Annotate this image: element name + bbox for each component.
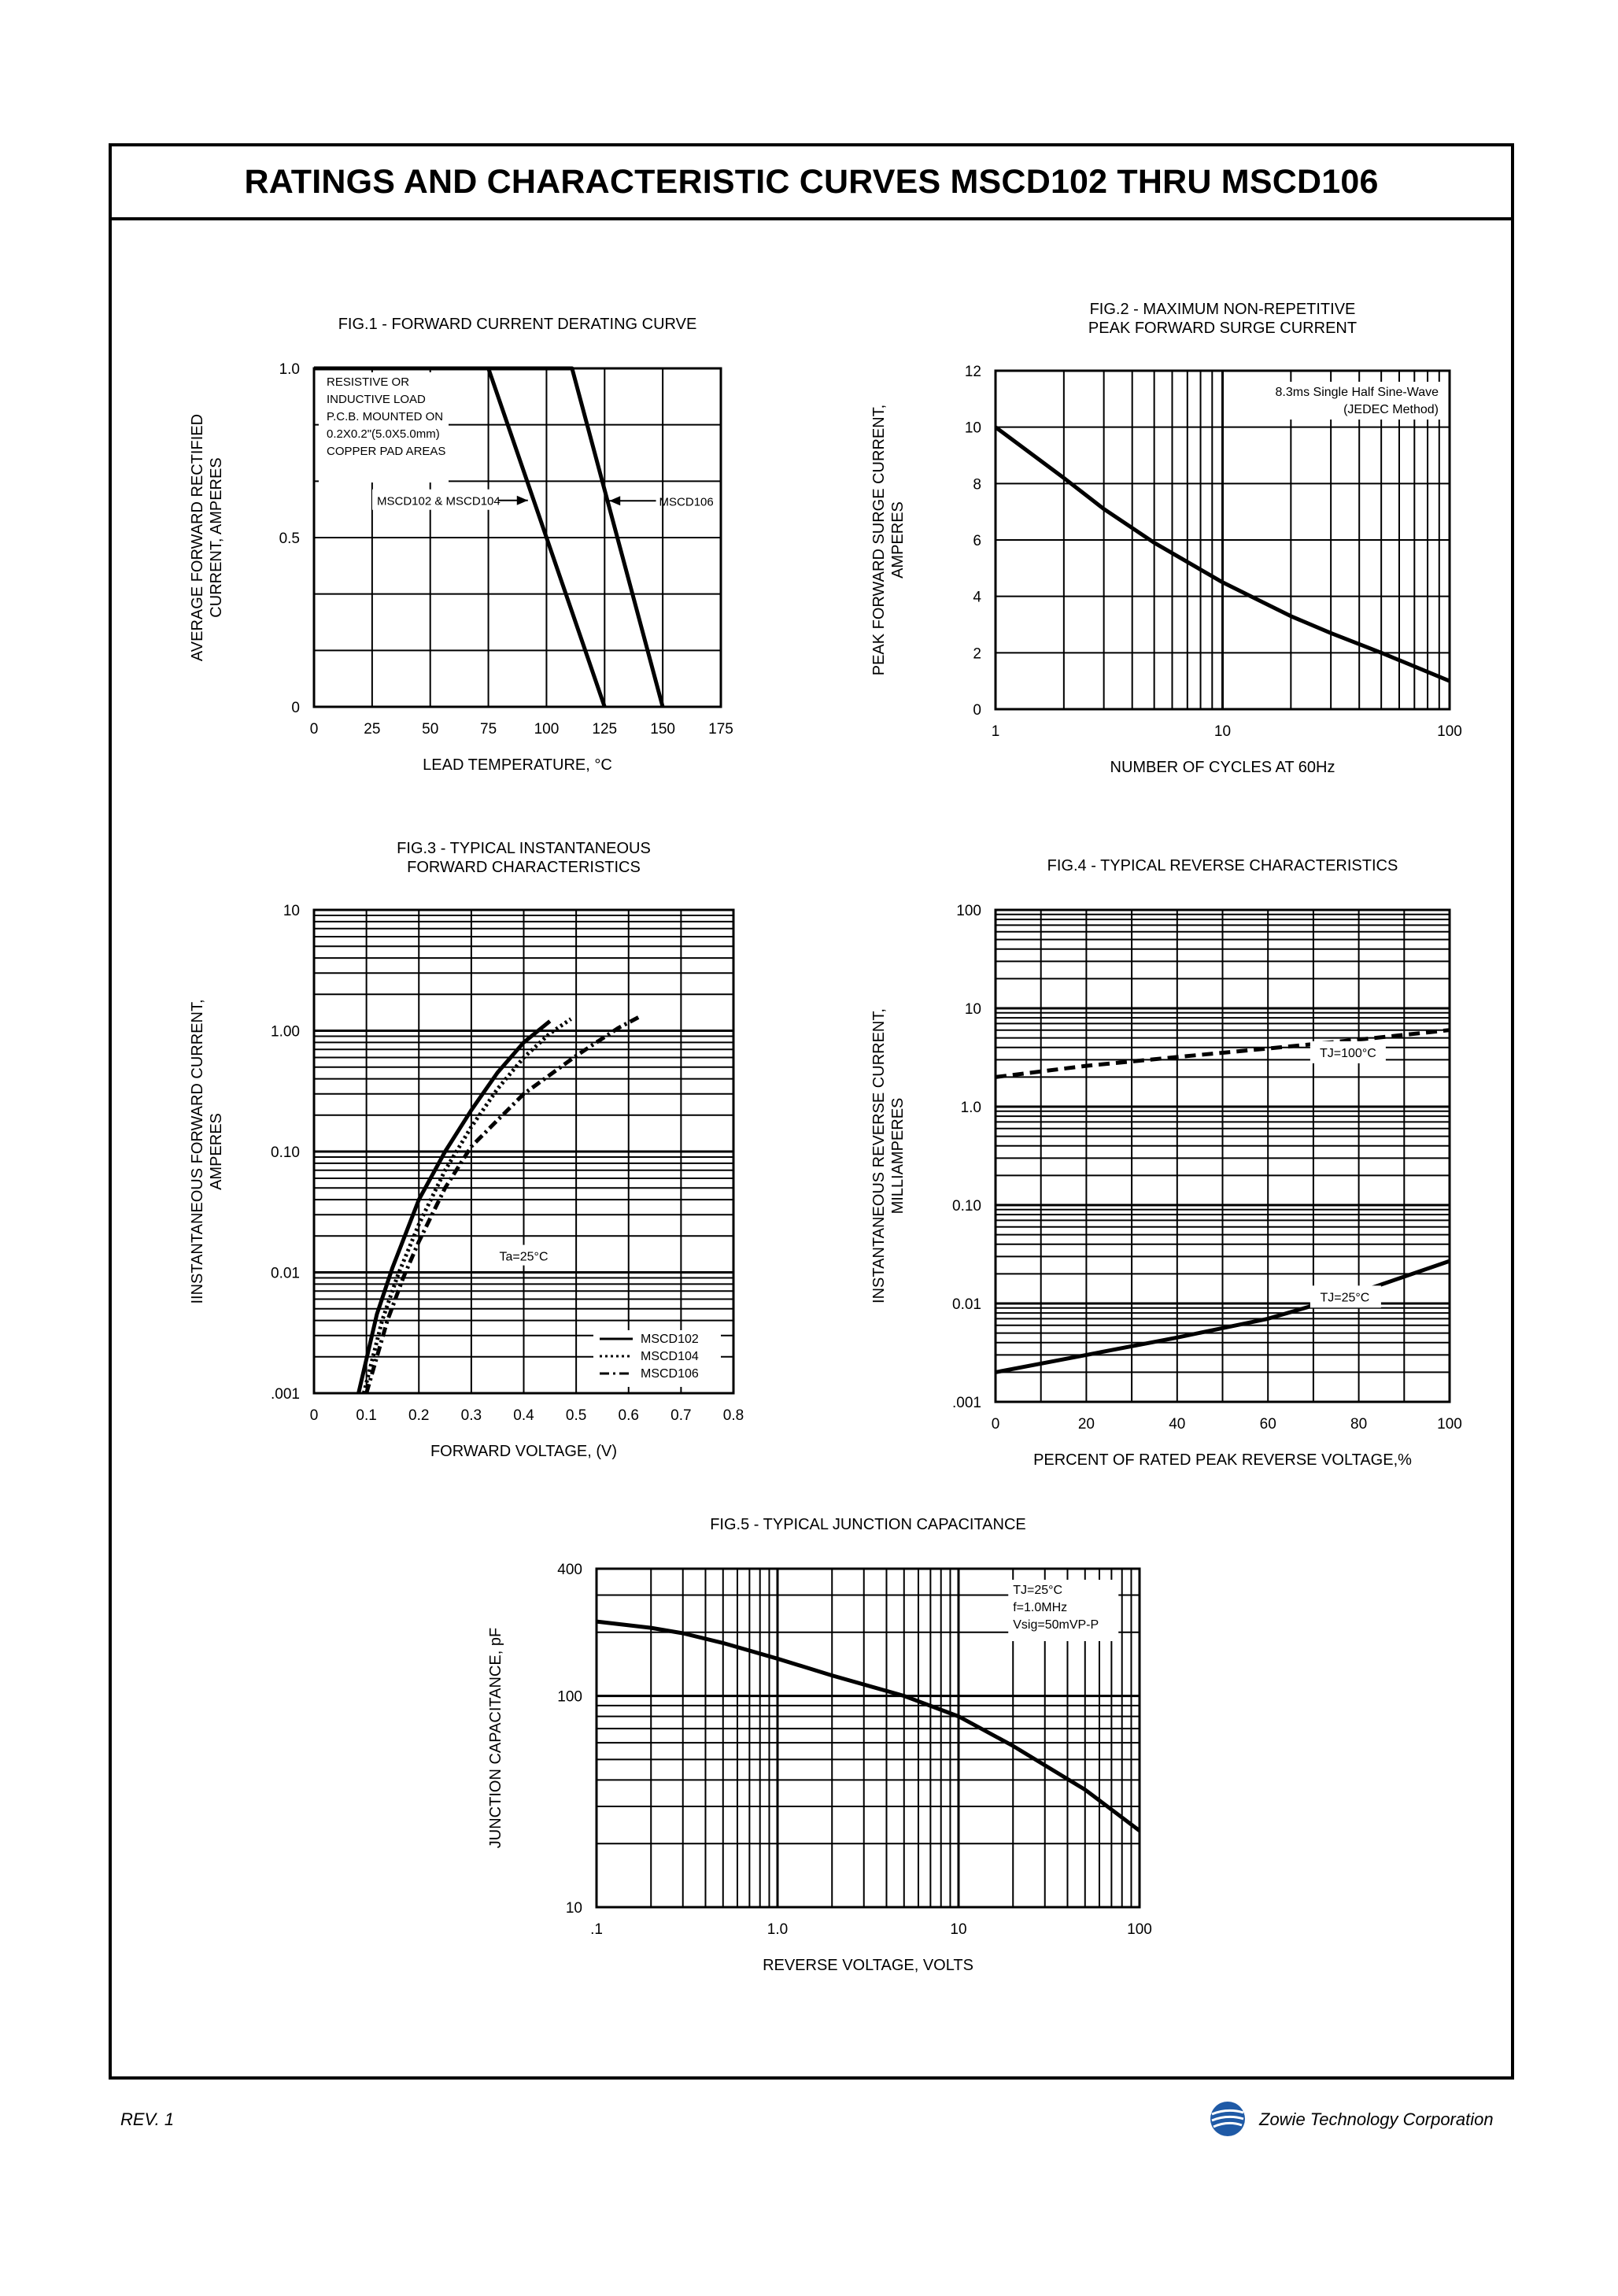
fig3-xtick-label: 0.7 (670, 1407, 692, 1424)
fig3-xtick-label: 0 (309, 1407, 319, 1424)
fig2-ytick-label: 2 (973, 645, 981, 663)
fig1-xtick-label: 125 (592, 721, 618, 738)
fig3-xtick-label: 0.6 (618, 1407, 639, 1424)
fig5-note-line: TJ=25°C (1013, 1584, 1063, 1597)
fig3-ylabel-line: AMPERES (208, 1113, 225, 1190)
fig4-ytick-label: 0.01 (952, 1296, 981, 1313)
zowie-logo-icon (1209, 2100, 1247, 2138)
fig4-ytick-label: .001 (952, 1395, 981, 1411)
fig3-ytick-label: 0.10 (271, 1144, 300, 1161)
fig2-title-line: PEAK FORWARD SURGE CURRENT (1088, 320, 1358, 337)
fig4-chart (870, 857, 1462, 1469)
fig3-chart (189, 840, 744, 1460)
fig1-xtick-label: 0 (309, 721, 319, 738)
fig1-note-line: RESISTIVE OR (327, 375, 410, 389)
fig2-xtick-label: 10 (1214, 723, 1232, 740)
fig3-xlabel: FORWARD VOLTAGE, (V) (430, 1443, 618, 1460)
fig3-ytick-label: 1.00 (271, 1023, 300, 1041)
fig1-xtick-label: 25 (364, 721, 381, 738)
fig1-note-line: 0.2X0.2"(5.0X5.0mm) (327, 427, 440, 441)
fig4-series-2-label: TJ=25°C (1320, 1291, 1370, 1305)
fig4-xtick-label: 100 (1437, 1416, 1462, 1433)
fig1-xtick-label: 100 (534, 721, 560, 738)
fig1-ylabel-line: AVERAGE FORWARD RECTIFIED (189, 413, 206, 662)
fig1-series-2-label: MSCD106 (659, 495, 714, 509)
fig2-ytick-label: 0 (973, 702, 981, 719)
fig2-note-line: 8.3ms Single Half Sine-Wave (1275, 386, 1439, 399)
fig1-ylabel-line: CURRENT, AMPERES (208, 457, 225, 618)
fig2-xtick-label: 1 (991, 723, 1000, 740)
fig1-note-line: INDUCTIVE LOAD (327, 393, 426, 406)
fig4-ytick-label: 1.0 (960, 1100, 981, 1116)
fig4-xtick-label: 60 (1259, 1416, 1276, 1433)
fig1-xtick-label: 50 (422, 721, 439, 738)
fig4-ytick-label: 0.10 (952, 1198, 981, 1215)
fig5-note-line: f=1.0MHz (1013, 1601, 1068, 1614)
fig3-ytick-label: 0.01 (271, 1265, 300, 1282)
fig3-ytick-label: 10 (283, 903, 300, 919)
fig4-ylabel-line: INSTANTANEOUS REVERSE CURRENT, (870, 1008, 888, 1303)
revision-label: REV. 1 (120, 2109, 175, 2129)
fig1-ytick-label: 0.5 (279, 531, 300, 547)
fig1-note-line: P.C.B. MOUNTED ON (327, 410, 444, 423)
fig1-xtick-label: 175 (708, 721, 733, 738)
fig4-ytick-label: 10 (964, 1001, 981, 1018)
fig5-title: FIG.5 - TYPICAL JUNCTION CAPACITANCE (710, 1516, 1026, 1533)
fig1-xtick-label: 150 (650, 721, 675, 738)
fig5-ytick-label: 10 (565, 1900, 582, 1917)
fig5-ytick-label: 400 (557, 1562, 582, 1578)
fig5-ylabel-line: JUNCTION CAPACITANCE, pF (487, 1627, 504, 1849)
fig4-ytick-label: 100 (956, 903, 981, 919)
fig3-xtick-label: 0.2 (408, 1407, 430, 1424)
fig5-chart (487, 1516, 1152, 1974)
fig4-xtick-label: 20 (1077, 1416, 1095, 1433)
fig5-xtick-label: .1 (590, 1921, 603, 1938)
fig3-title-line: FORWARD CHARACTERISTICS (407, 859, 641, 876)
fig3-xtick-label: 0.1 (356, 1407, 377, 1424)
fig3-xtick-label: 0.3 (460, 1407, 482, 1424)
page-title: RATINGS AND CHARACTERISTIC CURVES MSCD102 THRU MSCD106 (244, 162, 1379, 201)
fig5-note-line: Vsig=50mVP-P (1013, 1618, 1099, 1632)
fig5-ytick-label: 100 (557, 1688, 582, 1706)
fig1-xtick-label: 75 (480, 721, 497, 738)
fig2-ytick-label: 10 (964, 420, 981, 437)
fig4-ylabel-line: MILLIAMPERES (889, 1097, 907, 1215)
fig1-series-1-label: MSCD102 & MSCD104 (377, 494, 501, 508)
fig3-ytick-label: .001 (271, 1386, 300, 1403)
fig2-xlabel: NUMBER OF CYCLES AT 60Hz (1110, 759, 1335, 776)
fig4-xlabel: PERCENT OF RATED PEAK REVERSE VOLTAGE,% (1033, 1451, 1412, 1469)
fig1-ytick-label: 0 (291, 700, 300, 716)
fig3-ylabel-line: IINSTANTANEOUS FORWARD CURRENT, (189, 999, 206, 1304)
fig1-ytick-label: 1.0 (279, 361, 300, 378)
fig5-xtick-label: 100 (1127, 1921, 1152, 1938)
fig3-xtick-label: 0.5 (565, 1407, 587, 1424)
fig1-arrowhead-2 (609, 496, 620, 505)
fig2-ytick-label: 12 (964, 364, 981, 380)
fig2-ytick-label: 4 (973, 589, 981, 606)
fig4-xtick-label: 0 (991, 1416, 1000, 1433)
fig2-ytick-label: 6 (973, 533, 981, 549)
fig2-note-line: (JEDEC Method) (1343, 403, 1439, 416)
fig3-legend-label-2: MSCD104 (641, 1350, 699, 1363)
fig5-xtick-label: 10 (950, 1921, 967, 1938)
fig2-title-line: FIG.2 - MAXIMUM NON-REPETITIVE (1089, 301, 1356, 318)
fig3-xtick-label: 0.8 (722, 1407, 744, 1424)
fig4-xtick-label: 40 (1169, 1416, 1186, 1433)
fig4-title: FIG.4 - TYPICAL REVERSE CHARACTERISTICS (1047, 857, 1398, 874)
fig3-title-line: FIG.3 - TYPICAL INSTANTANEOUS (397, 840, 651, 857)
fig3-series-2-line (364, 1019, 571, 1393)
fig2-ytick-label: 8 (973, 476, 981, 494)
fig2-ylabel-line: AMPERES (889, 501, 907, 579)
fig2-xtick-label: 100 (1437, 723, 1462, 740)
fig4-series-1-label: TJ=100°C (1320, 1046, 1376, 1060)
fig4-xtick-label: 80 (1350, 1416, 1368, 1433)
fig3-annotation: Ta=25°C (499, 1250, 549, 1264)
fig5-xtick-label: 1.0 (767, 1921, 789, 1938)
fig2-chart (870, 301, 1462, 776)
fig1-note-line: COPPER PAD AREAS (327, 445, 446, 458)
fig1-chart (189, 316, 733, 774)
fig5-series-1-line (597, 1621, 1140, 1831)
fig2-ylabel-line: PEAK FORWARD SURGE CURRENT, (870, 404, 888, 676)
company-name: Zowie Technology Corporation (1259, 2109, 1494, 2129)
fig3-legend-label-1: MSCD102 (641, 1333, 699, 1346)
fig3-legend-label-3: MSCD106 (641, 1367, 699, 1381)
fig1-arrowhead-1 (517, 496, 528, 505)
fig2-grid (996, 371, 1450, 709)
fig1-xlabel: LEAD TEMPERATURE, °C (423, 756, 612, 774)
fig3-xtick-label: 0.4 (513, 1407, 534, 1424)
fig1-title: FIG.1 - FORWARD CURRENT DERATING CURVE (338, 316, 697, 333)
fig3-series-1-line (359, 1021, 550, 1393)
fig5-xlabel: REVERSE VOLTAGE, VOLTS (763, 1957, 973, 1974)
